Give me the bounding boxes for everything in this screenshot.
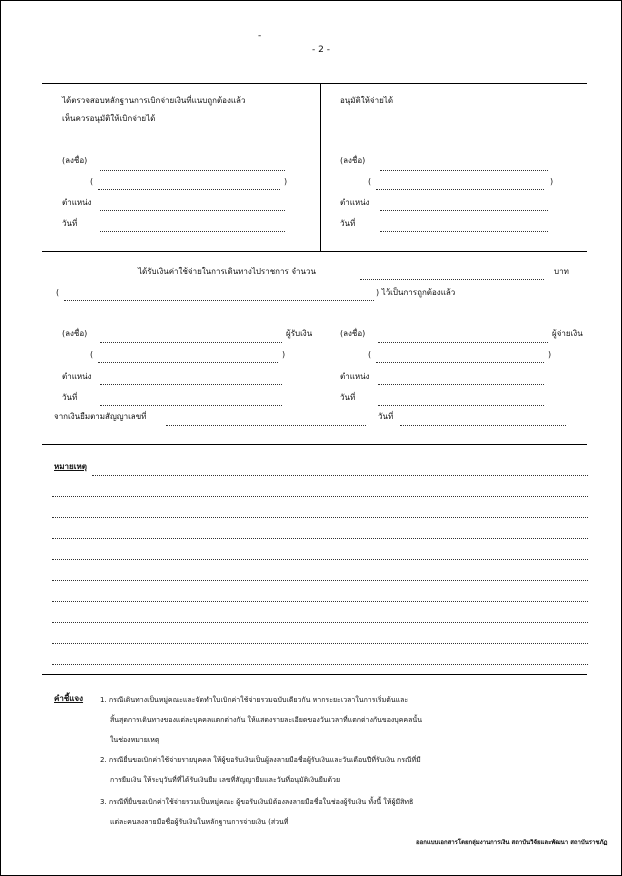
box1-bottom-rule <box>42 251 587 252</box>
page-number: - 2 - <box>312 45 330 55</box>
verifier-date-label: วันที่ <box>62 219 78 228</box>
remark-line[interactable] <box>52 496 588 497</box>
box1-top-rule <box>42 83 587 84</box>
approve-title: อนุมัติให้จ่ายได้ <box>340 96 394 105</box>
approver-sign-field[interactable] <box>380 170 548 171</box>
correct-text: ) ไว้เป็นการถูกต้องแล้ว <box>376 288 456 297</box>
instruction-1-line1: 1. กรณีเดินทางเป็นหมู่คณะและจัดทำใบเบิกค่าใช้จ่ายรวมฉบับเดียวกัน หากระยะเวลาในการเริ่มต้นและ <box>100 696 409 704</box>
instruction-2-line1: 2. กรณียื่นขอเบิกค่าใช้จ่ายรายบุคคล ให้ผู้ขอรับเงินเป็นผู้ลงลายมือชื่อผู้รับเงินและวันเดือนปีที่รับเงิน กรณีที่มี <box>100 756 421 764</box>
remark-line[interactable] <box>52 517 588 518</box>
receiver-position-field[interactable] <box>100 384 282 385</box>
verifier-date-field[interactable] <box>100 231 285 232</box>
box2-bottom-rule <box>42 444 587 445</box>
payer-role: ผู้จ่ายเงิน <box>552 329 583 338</box>
amount-field[interactable] <box>360 279 544 280</box>
instructions-title: คำชี้แจง <box>54 694 84 703</box>
approver-name-field[interactable] <box>376 189 544 190</box>
remark-line[interactable] <box>92 475 588 476</box>
receiver-date-label: วันที่ <box>62 393 78 402</box>
instruction-3-line2: แต่ละคนลงลายมือชื่อผู้รับเงินในหลักฐานการจ่ายเงิน (ส่วนที่ <box>110 818 289 826</box>
payer-sign-field[interactable] <box>378 342 548 343</box>
remark-line[interactable] <box>52 580 588 581</box>
header-dash: - <box>258 31 262 41</box>
instruction-1-line2: สิ้นสุดการเดินทางของแต่ละบุคคลแตกต่างกัน ให้แสดงรายละเอียดของวันเวลาที่แตกต่างกันของบุคคลนั้น <box>110 716 422 724</box>
receiver-role: ผู้รับเงิน <box>286 329 313 338</box>
remark-line[interactable] <box>52 538 588 539</box>
receiver-date-field[interactable] <box>100 405 282 406</box>
receiver-sign-field[interactable] <box>100 342 282 343</box>
receiver-close-paren: ) <box>282 350 286 359</box>
verifier-sign-label: (ลงชื่อ) <box>62 156 88 165</box>
receiver-name-field[interactable] <box>98 362 278 363</box>
instruction-3-line1: 3. กรณีที่ยื่นขอเบิกค่าใช้จ่ายรวมเป็นหมู่คณะ ผู้ขอรับเงินมิต้องลงลายมือชื่อในช่องผู้รับเงิน ทั้งนี้ ให้ผู้มีสิทธิ <box>100 798 414 806</box>
payer-sign-label: (ลงชื่อ) <box>340 329 366 338</box>
remark-line[interactable] <box>52 601 588 602</box>
approver-date-field[interactable] <box>380 231 548 232</box>
verify-title-line1: ได้ตรวจสอบหลักฐานการเบิกจ่ายเงินที่แนบถูกต้องแล้ว <box>62 96 246 105</box>
remarks-title: หมายเหตุ <box>54 462 87 471</box>
verifier-position-label: ตำแหน่ง <box>62 198 92 207</box>
approver-position-label: ตำแหน่ง <box>340 198 370 207</box>
remark-line[interactable] <box>52 664 588 665</box>
payer-close-paren: ) <box>548 350 552 359</box>
loan-contract-label: จากเงินยืมตามสัญญาเลขที่ <box>54 412 147 421</box>
approver-open-paren: ( <box>368 177 372 186</box>
approver-sign-label: (ลงชื่อ) <box>340 156 366 165</box>
approver-close-paren: ) <box>550 177 554 186</box>
payer-position-label: ตำแหน่ง <box>340 372 370 381</box>
amount-words-field[interactable] <box>64 300 374 301</box>
verifier-open-paren: ( <box>90 177 94 186</box>
received-text: ได้รับเงินค่าใช้จ่ายในการเดินทางไปราชการ จำนวน <box>138 267 316 276</box>
loan-date-label: วันที่ <box>378 412 394 421</box>
verifier-name-field[interactable] <box>98 189 280 190</box>
receiver-position-label: ตำแหน่ง <box>62 372 92 381</box>
verify-title-line2: เห็นควรอนุมัติให้เบิกจ่ายได้ <box>62 114 156 123</box>
instruction-2-line2: การยืมเงิน ให้ระบุวันที่ที่ได้รับเงินยืม เลขที่สัญญายืมและวันที่อนุมัติเงินยืมด้วย <box>110 776 341 784</box>
verifier-sign-field[interactable] <box>100 170 285 171</box>
receiver-open-paren: ( <box>90 350 94 359</box>
instruction-1-line3: ในช่องหมายเหตุ <box>110 736 160 744</box>
approver-date-label: วันที่ <box>340 219 356 228</box>
payer-position-field[interactable] <box>378 384 544 385</box>
footer-credit: ออกแบบเอกสารโดยกลุ่มงานการเงิน สถาบันวิจัยและพัฒนา สถาบันราชภัฏ <box>416 839 608 846</box>
remark-line[interactable] <box>52 643 588 644</box>
approver-position-field[interactable] <box>380 210 548 211</box>
loan-date-field[interactable] <box>400 425 566 426</box>
remark-line[interactable] <box>52 559 588 560</box>
payer-open-paren: ( <box>368 350 372 359</box>
baht-label: บาท <box>554 267 569 276</box>
verifier-position-field[interactable] <box>100 210 285 211</box>
remarks-bottom-rule <box>42 674 587 675</box>
amount-words-open-paren: ( <box>56 288 60 297</box>
payer-name-field[interactable] <box>376 362 544 363</box>
payer-date-field[interactable] <box>378 405 544 406</box>
box1-divider <box>320 83 321 251</box>
payer-date-label: วันที่ <box>340 393 356 402</box>
receiver-sign-label: (ลงชื่อ) <box>62 329 88 338</box>
loan-contract-field[interactable] <box>166 425 366 426</box>
remark-line[interactable] <box>52 622 588 623</box>
verifier-close-paren: ) <box>284 177 288 186</box>
